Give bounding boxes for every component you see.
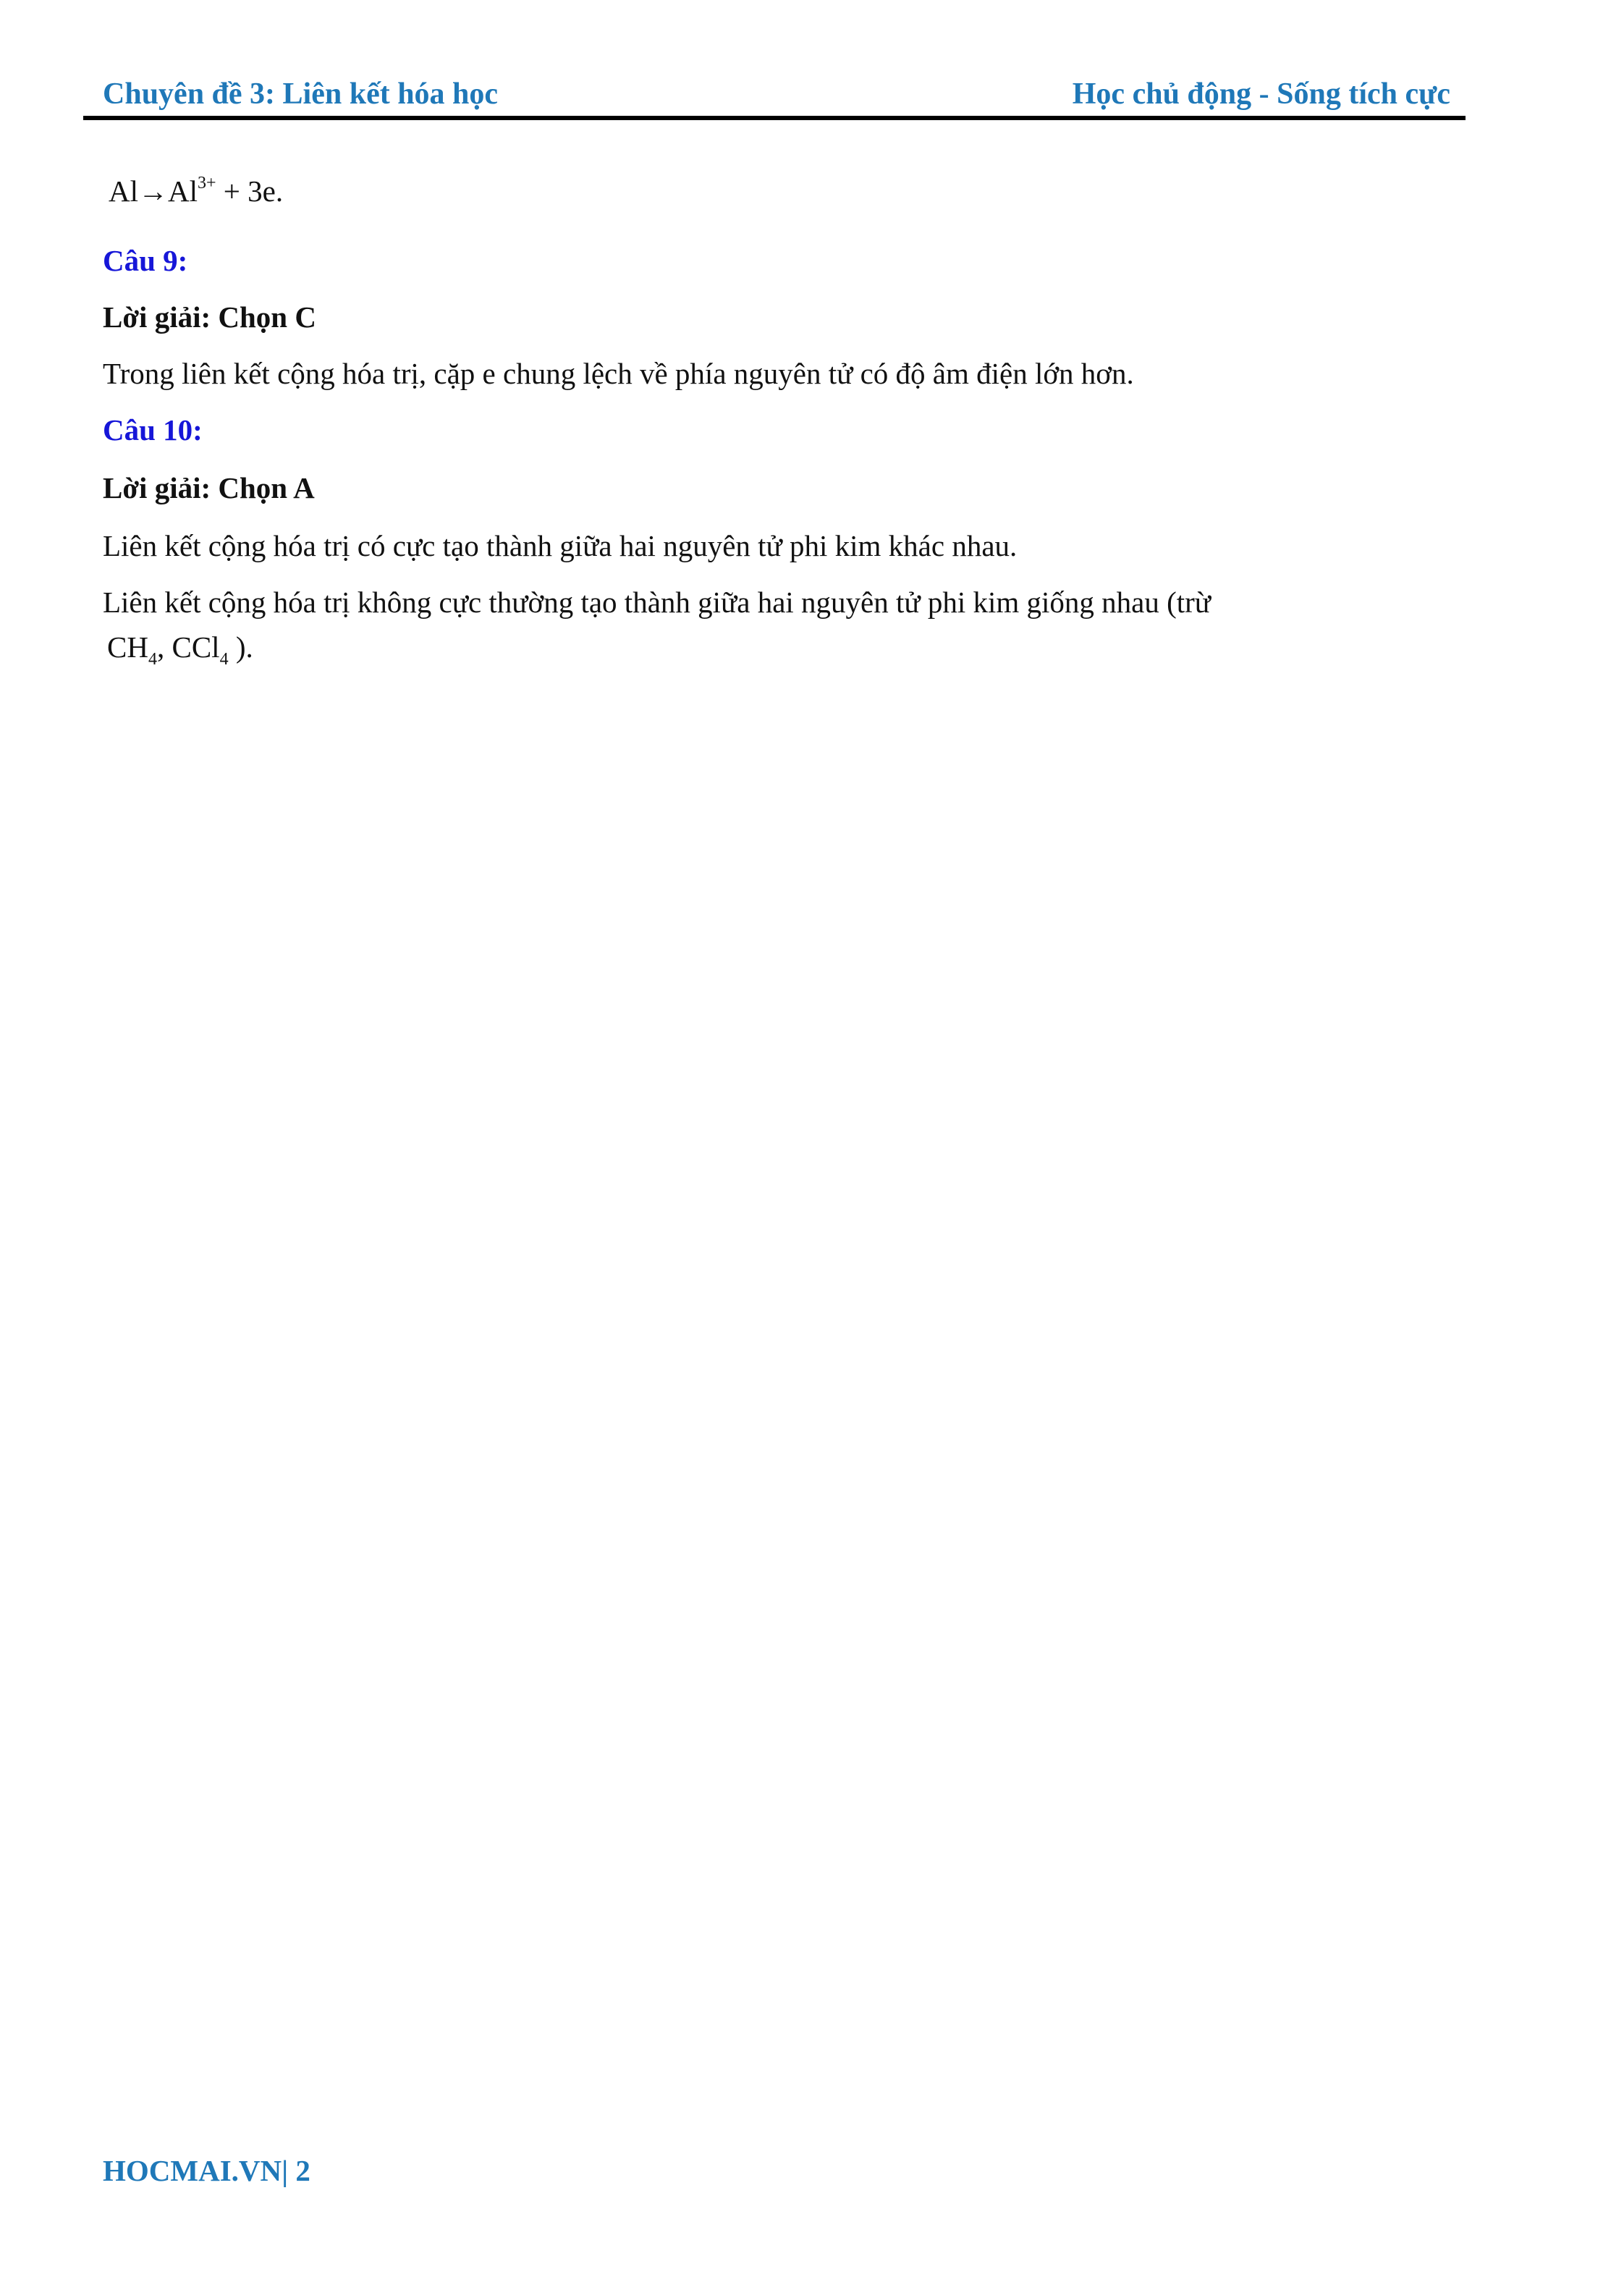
question-10-answer: Lời giải: Chọn A [103, 471, 315, 504]
formula-separator: , [156, 630, 172, 664]
formula-methane-subscript: 4 [148, 650, 157, 669]
question-9-explanation: Trong liên kết cộng hóa trị, cặp e chung lệch về phía nguyên tử có độ âm điện lớn hơn. [103, 357, 1134, 390]
equation-line [109, 172, 283, 210]
formula-methane: CH [107, 630, 148, 664]
question-9-title: Câu 9: [103, 244, 188, 277]
header-slogan: Học chủ động - Sống tích cực [1072, 77, 1450, 111]
question-10-formula [107, 628, 253, 669]
formula-tail: ). [228, 630, 253, 664]
formula-ccl4-subscript: 4 [219, 650, 229, 669]
equation-charge: 3+ [198, 174, 216, 193]
question-10-explanation-1: Liên kết cộng hóa trị có cực tạo thành giữa hai nguyên tử phi kim khác nhau. [103, 529, 1018, 562]
equation-arrow: → [138, 174, 168, 208]
page-header [103, 72, 1450, 120]
header-topic: Chuyên đề 3: Liên kết hóa học [103, 77, 499, 111]
header-divider [83, 116, 1466, 120]
equation-product: Al [168, 174, 198, 208]
equation-reactant: Al [109, 174, 138, 208]
page-footer: HOCMAI.VN| 2 [103, 2154, 310, 2187]
question-10-explanation-2: Liên kết cộng hóa trị không cực thường tạo thành giữa hai nguyên tử phi kim giống nhau (trừ [103, 586, 1211, 619]
question-9-answer: Lời giải: Chọn C [103, 300, 316, 334]
equation-rest: + 3e. [223, 174, 284, 208]
question-10-title: Câu 10: [103, 413, 203, 447]
formula-ccl4: CCl [172, 630, 220, 664]
